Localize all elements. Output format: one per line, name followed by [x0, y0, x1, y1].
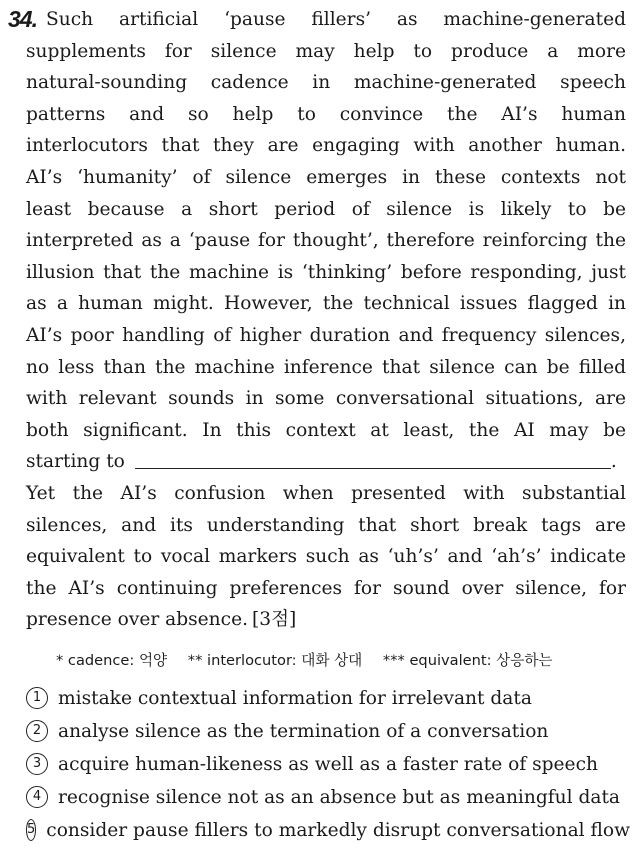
glossary-item: ** interlocutor: 대화 상대	[187, 651, 363, 669]
passage-line: Such artificial ‘pause fillers’ as machine-generated	[46, 9, 626, 30]
choice-number: 5	[26, 819, 36, 841]
choice-2[interactable]	[26, 715, 626, 748]
answer-choices	[26, 682, 631, 847]
blank-prefix: starting to	[26, 451, 125, 473]
passage-line: as a human might. However, the technical issues flagged in	[26, 293, 626, 315]
choice-text: acquire human-likeness as well as a faster rate of speech	[58, 753, 598, 775]
question-number: 34.	[8, 6, 37, 32]
choice-number: 4	[26, 786, 48, 808]
blank-line	[26, 446, 626, 478]
passage-line: silences, and its understanding that short break tags are	[26, 514, 626, 536]
passage-final-line	[26, 604, 626, 636]
passage-line: natural-sounding cadence in machine-generated speech	[26, 72, 626, 94]
glossary	[56, 650, 626, 672]
answer-blank	[135, 448, 611, 469]
passage	[26, 4, 626, 636]
choice-text: consider pause fillers to markedly disrupt conversational flow	[46, 819, 631, 841]
blank-suffix: .	[610, 451, 617, 473]
glossary-item: *** equivalent: 상응하는	[382, 651, 553, 669]
passage-line: patterns and so help to convince the AI’s human	[26, 103, 626, 125]
choice-1[interactable]	[26, 682, 626, 715]
passage-line: AI’s ‘humanity’ of silence emerges in these contexts not	[26, 166, 626, 188]
points-badge: [3점]	[251, 609, 297, 631]
passage-line: AI’s poor handling of higher duration and frequency silences,	[26, 324, 626, 346]
glossary-item: * cadence: 억양	[56, 651, 168, 669]
passage-line: Yet the AI’s confusion when presented with substantial	[26, 482, 626, 504]
passage-line: no less than the machine inference that silence can be filled	[26, 356, 626, 378]
choice-text: mistake contextual information for irrelevant data	[58, 687, 532, 709]
passage-line: both significant. In this context at least, the AI may be	[26, 419, 626, 441]
choice-number: 1	[26, 687, 48, 709]
passage-line: presence over absence.	[26, 609, 248, 631]
choice-3[interactable]	[26, 748, 626, 781]
passage-line: the AI’s continuing preferences for sound over silence, for	[26, 577, 626, 599]
passage-line: interlocutors that they are engaging with another human.	[26, 135, 626, 157]
passage-line: least because a short period of silence is likely to be	[26, 198, 626, 220]
passage-line: supplements for silence may help to produce a more	[26, 40, 626, 62]
choice-text: analyse silence as the termination of a conversation	[58, 720, 549, 742]
choice-text: recognise silence not as an absence but as meaningful data	[58, 786, 620, 808]
choice-4[interactable]	[26, 781, 626, 814]
passage-line: equivalent to vocal markers such as ‘uh’s’ and ‘ah’s’ indicate	[26, 546, 626, 568]
choice-number: 2	[26, 720, 48, 742]
passage-line: illusion that the machine is ‘thinking’ before responding, just	[26, 261, 626, 283]
choice-number: 3	[26, 753, 48, 775]
passage-line: with relevant sounds in some conversational situations, are	[26, 388, 626, 410]
choice-5[interactable]	[26, 814, 631, 847]
passage-line: interpreted as a ‘pause for thought’, therefore reinforcing the	[26, 230, 626, 252]
